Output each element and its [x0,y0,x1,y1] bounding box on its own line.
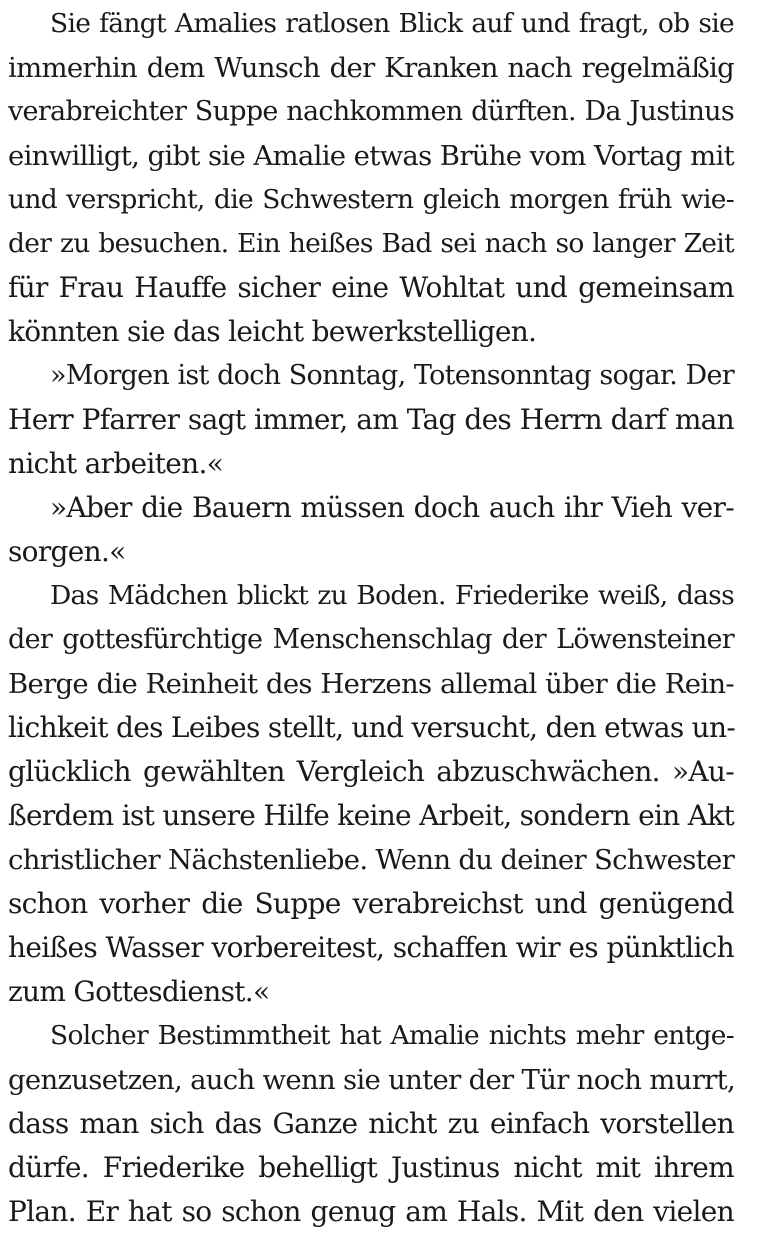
text-line: dass man sich das Ganze nicht zu einfach vorstellen [8,1107,734,1140]
text-line: heißes Wasser vorbereitest, schaffen wir es pünktlich [8,931,734,964]
text-line: immerhin dem Wunsch der Kranken nach regelmäßig [8,52,734,84]
text-line: christlicher Nächstenliebe. Wenn du deiner Schwester [8,844,735,876]
text-line: sorgen.« [8,535,126,568]
text-line: und verspricht, die Schwestern gleich morgen früh wie- [8,184,734,215]
text-line: Das Mädchen blickt zu Boden. Friederike weiß, dass [50,580,734,611]
text-line: einwilligt, gibt sie Amalie etwas Brühe vom Vortag mit [8,140,734,172]
text-line: Solcher Bestimmtheit hat Amalie nichts mehr entge- [50,1020,734,1051]
text-line: schon vorher die Suppe verabreichst und genügend [8,887,734,920]
text-line: könnten sie das leicht bewerkstelligen. [8,315,537,348]
text-line: der gottesfürchtige Menschenschlag der Löwensteiner [8,624,734,655]
text-line: genzusetzen, auch wenn sie unter der Tür noch murrt, [8,1064,735,1096]
text-line: lichkeit des Leibes stellt, und versucht, den etwas un- [8,711,736,744]
text-line: Herr Pfarrer sagt immer, am Tag des Herrn darf man [8,403,734,436]
text-line: Plan. Er hat so schon genug am Hals. Mit den vielen [8,1195,734,1228]
text-line: glücklich gewählten Vergleich abzuschwächen. »Au- [8,755,734,788]
text-line: Sie fängt Amalies ratlosen Blick auf und fragt, ob sie [50,8,734,39]
text-line: Berge die Reinheit des Herzens allemal über die Rein- [8,668,734,700]
text-line: für Frau Hauffe sicher eine Wohltat und gemeinsam [8,271,734,304]
text-line: ßerdem ist unsere Hilfe keine Arbeit, sondern ein Akt [8,799,735,832]
text-line: nicht arbeiten.« [8,447,224,480]
text-line: »Morgen ist doch Sonntag, Totensonntag sogar. Der [50,360,734,391]
text-line: »Aber die Bauern müssen doch auch ihr Vieh ver- [50,491,734,524]
text-line: der zu besuchen. Ein heißes Bad sei nach so langer Zeit [8,228,734,259]
text-line: dürfe. Friederike behelligt Justinus nicht mit ihrem [8,1151,734,1184]
text-line: zum Gottesdienst.« [8,975,270,1008]
text-line: verabreichter Suppe nachkommen dürften. Da Justinus [8,96,734,127]
